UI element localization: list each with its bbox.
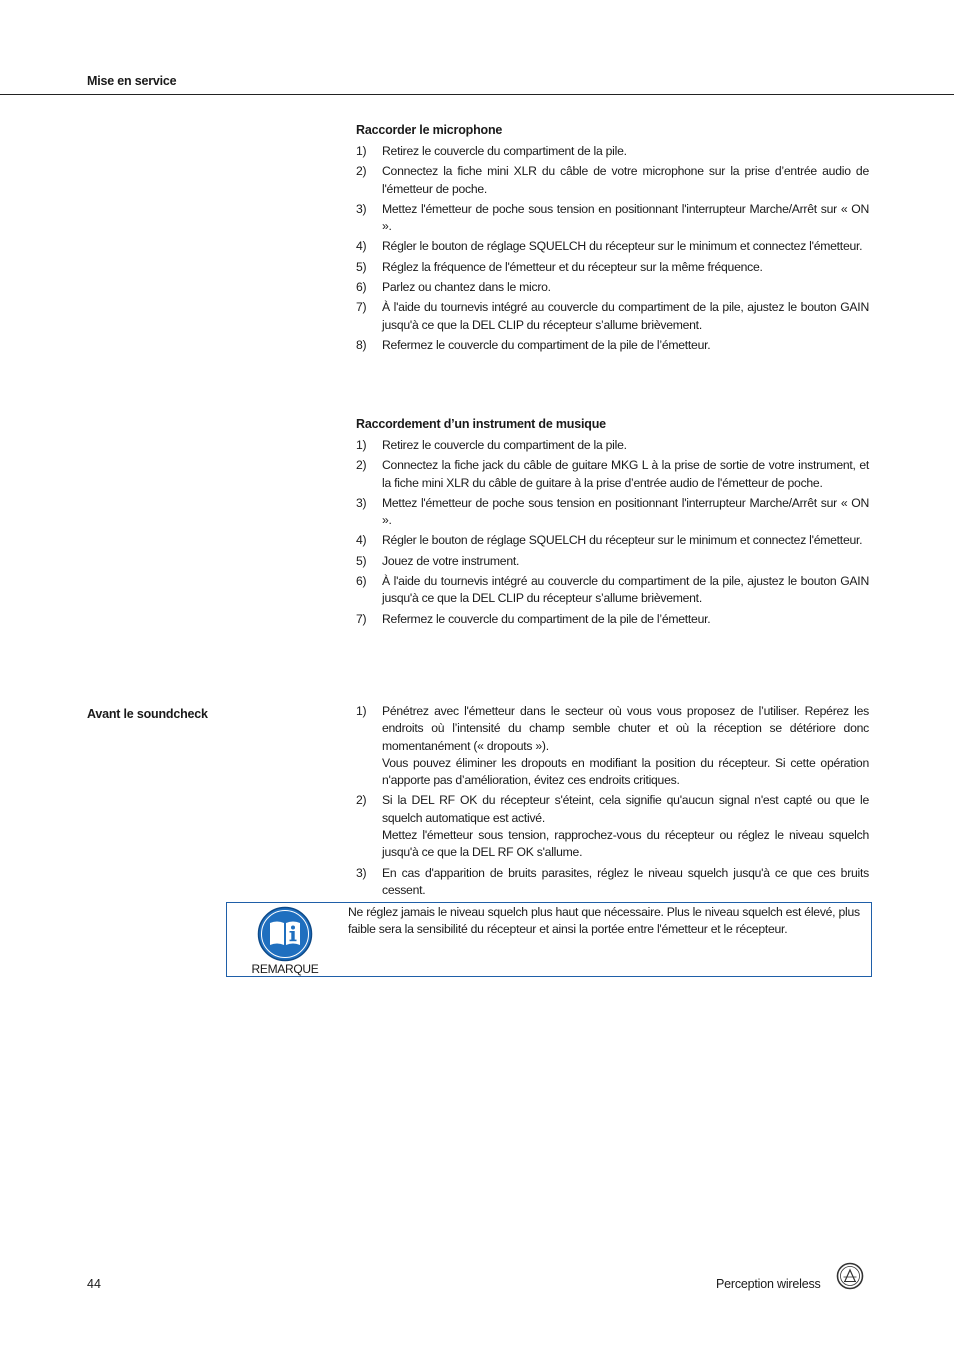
note-box (226, 902, 872, 977)
list-item (356, 792, 869, 861)
step-number: 8) (356, 337, 367, 352)
note-text: Ne réglez jamais le niveau squelch plus haut que nécessaire. Plus le niveau squelch est élevé, plus faible sera la sensibilité du récepteur et ainsi la portée entre l'émetteur et le récepteur. (348, 905, 860, 937)
step-number: 1) (356, 704, 367, 718)
step-number: 7) (356, 300, 367, 315)
step-list (356, 143, 869, 354)
step-text: Mettez l'émetteur de poche sous tension en positionnant l'interrupteur Marche/Arrêt sur « ON ». (382, 495, 869, 528)
section-heading: Raccorder le microphone (356, 123, 503, 137)
step-text: À l'aide du tournevis intégré au couvercle du compartiment de la pile, ajustez le bouton GAIN jusqu'à ce que la DEL CLIP du récepteur s’allume brièvement. (382, 300, 869, 332)
list-item (356, 163, 869, 198)
step-text: Retirez le couvercle du compartiment de la pile. (382, 144, 627, 158)
step-number: 3) (356, 865, 367, 880)
footer-title: Perception wireless (716, 1277, 821, 1291)
note-label: REMARQUE (251, 962, 319, 976)
step-text: Si la DEL RF OK du récepteur s'éteint, cela signifie qu'aucun signal n'est capté ou que le squelch automatique est activé. (382, 793, 869, 825)
step-text: Refermez le couvercle du compartiment de la pile de l’émetteur. (382, 337, 711, 352)
step-text: À l'aide du tournevis intégré au couvercle du compartiment de la pile, ajustez le bouton GAIN jusqu'à ce que la DEL CLIP du récepteur s’allume brièvement. (382, 574, 869, 606)
page-number: 44 (87, 1277, 101, 1291)
step-number: 7) (356, 611, 367, 626)
step-text: Connectez la fiche jack du câble de guitare MKG L à la prise de sortie de votre instrument, et la fiche mini XLR du câble de guitare à la prise d’entrée audio de l'émetteur de poche. (382, 458, 869, 490)
list-item (356, 201, 869, 236)
list-item (356, 238, 869, 255)
list-item (356, 532, 869, 549)
step-number: 5) (356, 259, 367, 274)
list-item (356, 573, 869, 608)
step-number: 1) (356, 438, 367, 452)
step-number: 6) (356, 574, 367, 589)
step-continuation: Vous pouvez éliminer les dropouts en modifiant la position du récepteur. Si cette opération n'apporte pas d’amélioration, évitez ces endroits critiques. (382, 755, 869, 788)
step-number: 3) (356, 201, 367, 216)
step-list (356, 437, 869, 628)
list-item (356, 337, 869, 354)
list-item (356, 495, 869, 530)
list-item (356, 457, 869, 492)
list-item (356, 611, 869, 628)
step-text: Connectez la fiche mini XLR du câble de votre microphone sur la prise d’entrée audio de l'émetteur de poche. (382, 164, 869, 196)
step-text: Mettez l'émetteur de poche sous tension en positionnant l'interrupteur Marche/Arrêt sur « ON ». (382, 201, 869, 234)
step-continuation: Mettez l'émetteur sous tension, rapprochez-vous du récepteur ou réglez le niveau squelch jusqu'à ce que la DEL RF OK s'allume. (382, 828, 869, 860)
step-number: 4) (356, 239, 367, 254)
step-text: Refermez le couvercle du compartiment de la pile de l’émetteur. (382, 611, 711, 626)
step-number: 4) (356, 533, 367, 548)
step-text: Régler le bouton de réglage SQUELCH du récepteur sur le minimum et connectez l'émetteur. (382, 239, 863, 254)
section-soundcheck (356, 703, 869, 902)
side-label-soundcheck: Avant le soundcheck (87, 707, 208, 721)
list-item (356, 703, 869, 789)
step-number: 3) (356, 495, 367, 510)
step-list (356, 703, 869, 899)
step-number: 2) (356, 793, 367, 808)
list-item (356, 299, 869, 334)
step-text: Jouez de votre instrument. (382, 553, 520, 568)
step-number: 1) (356, 144, 367, 158)
page-header-title: Mise en service (87, 74, 177, 88)
step-text: Réglez la fréquence de l'émetteur et du récepteur sur la même fréquence. (382, 259, 763, 274)
list-item (356, 865, 869, 900)
step-number: 6) (356, 280, 367, 295)
list-item (356, 553, 869, 570)
info-manual-icon (257, 906, 313, 962)
step-number: 2) (356, 164, 367, 179)
akg-logo (836, 1262, 864, 1290)
list-item (356, 259, 869, 276)
list-item (356, 279, 869, 296)
step-text: En cas d'apparition de bruits parasites, réglez le niveau squelch jusqu'à ce que ces bruits cessent. (382, 865, 869, 897)
step-number: 5) (356, 553, 367, 568)
step-number: 2) (356, 458, 367, 473)
header-divider (0, 94, 954, 95)
step-text: Parlez ou chantez dans le micro. (382, 280, 551, 295)
section-heading: Raccordement d’un instrument de musique (356, 417, 606, 431)
section-instrument (356, 416, 869, 631)
list-item (356, 143, 869, 160)
list-item (356, 437, 869, 454)
step-text: Pénétrez avec l'émetteur dans le secteur où vous vous proposez de l’utiliser. Repérez les endroits où l’intensité du champ semble chuter et où la réception se détériore donc momentanément (« dropouts »). (382, 704, 869, 753)
section-microphone (356, 122, 869, 357)
step-text: Retirez le couvercle du compartiment de la pile. (382, 438, 627, 452)
step-text: Régler le bouton de réglage SQUELCH du récepteur sur le minimum et connectez l'émetteur. (382, 533, 863, 548)
